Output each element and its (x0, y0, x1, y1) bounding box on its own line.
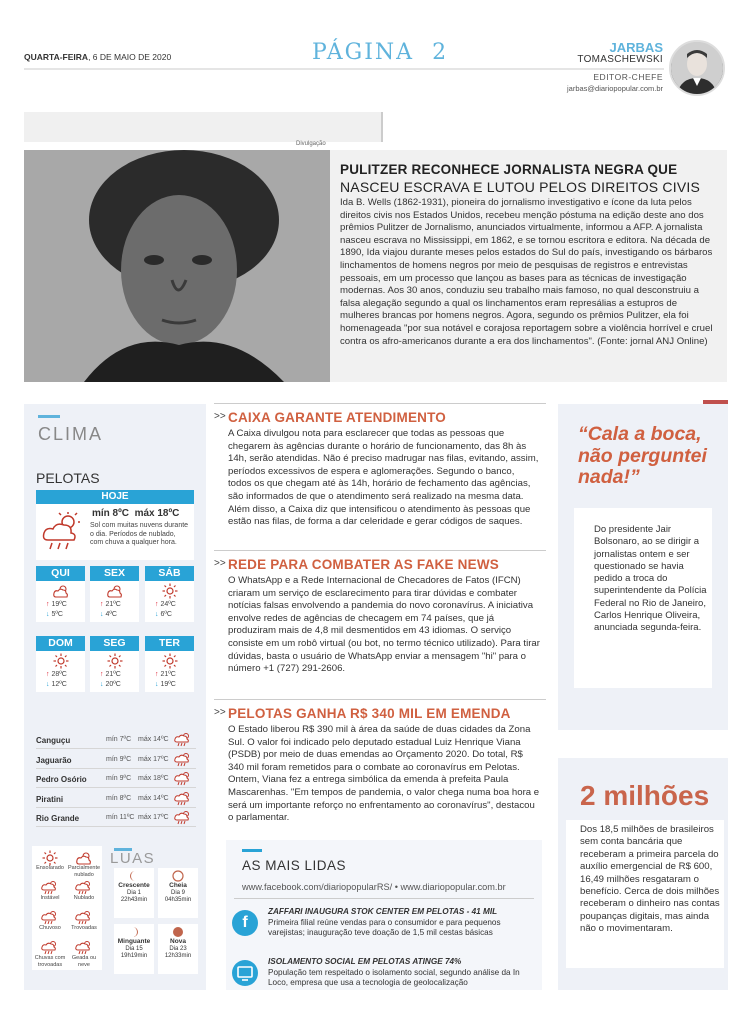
city-row (36, 810, 196, 827)
forecast-max: ↑ 21ºC (100, 601, 121, 608)
forecast-min: ↓ 19ºC (155, 681, 176, 688)
cloud-icon (67, 880, 101, 895)
news-title: CAIXA GARANTE ATENDIMENTO (228, 410, 447, 425)
sun-icon (36, 651, 85, 667)
city-name: Jaguarão (36, 755, 72, 765)
forecast-day (36, 636, 85, 692)
feature-photo (24, 150, 330, 382)
most-read-item-body: Primeira filial reúne vendas para o consumidor e para pequenos varejistas; inauguração teve doação de 1,5 mil cestas básicas (268, 918, 501, 937)
city-max: máx 17ºC (138, 814, 169, 821)
today-temps: mín 8ºC máx 18ºC (92, 508, 180, 519)
city-row (36, 752, 196, 769)
forecast-max: ↑ 24ºC (155, 601, 176, 608)
rain-cloud-icon (173, 771, 193, 786)
forecast-min: ↓ 5ºC (46, 611, 63, 618)
cloud-sun-icon (36, 581, 85, 597)
forecast-day-label: DOM (36, 636, 85, 651)
forecast-day-label: SEG (90, 636, 139, 651)
most-read-item-title[interactable]: ISOLAMENTO SOCIAL EM PELOTAS ATINGE 74% (268, 957, 462, 966)
legend-item (67, 850, 101, 878)
quote-top-edge (558, 400, 703, 404)
highlight-number: 2 milhões (580, 780, 710, 811)
news-title: PELOTAS GANHA R$ 340 MIL EM EMENDA (228, 706, 511, 721)
feature-body: Ida B. Wells (1862-1931), pioneira do jornalismo investigativo e ícone da luta pelos direitos civis nos Estados Unidos, recebeu menção póstuma na edição deste ano dos prêmios Pulitzer de Jornalismo, anunciados virtualmente, informou a AFP. A jornalista nasceu escrava no Mississippi, em 1862, e se tornou escritora e editora. Na década de 1890, Ida viajou durante meses pelos estados do Sul do país, investigando os bárbaros linchamentos de homens negros por meio de pesquisas de registros e entrevistas pessoais, em um processo que lançou as bases para as técnicas de investigação modernas. Aos 30 anos, conduziu seu trabalho mais famoso, no qual desconstruiu a falsa alegação segundo a qual os linchamentos eram represálias a estupros de mulheres brancas por homens negros. Agora, segundo os prêmios Pulitzer, ela foi homenageada "por sua notável e corajosa reportagem sobre a violência horrível e cruel contra os afro-americanos durante a era dos linchamentos". (Fonte: jornal ANJ Online) (340, 197, 713, 347)
divider (234, 898, 534, 899)
most-read-item-body: População tem respeitado o isolamento social, segundo análise da In Loco, empresa que usa a tecnologia de geolocalização (268, 968, 520, 987)
unstable-icon (33, 880, 67, 895)
number-body: Dos 18,5 milhões de brasileiros sem conta bancária que receberam a primeira parcela do auxílio emergencial de R$ 600, 16,49 milhões resgataram o benefício. Cerca de dois milhões receberam o dinheiro nas contas poupanças digitais, mas ainda não o movimentaram. (580, 824, 720, 935)
city-name: Canguçu (36, 736, 71, 745)
moon-name: Crescente (118, 882, 150, 889)
moon-name: Cheia (169, 882, 187, 889)
sun-icon (145, 651, 194, 667)
city-max: máx 14ºC (138, 736, 169, 743)
quote-accent (703, 400, 728, 404)
snow-icon (67, 940, 101, 955)
header-divider (24, 68, 664, 70)
city-max: máx 14ºC (138, 794, 169, 802)
legend-label: Geada ou neve (71, 955, 97, 968)
header-banner (24, 112, 381, 142)
forecast-max: ↑ 21ºC (100, 671, 121, 678)
thunder-icon (67, 910, 101, 925)
forecast-min: ↓ 20ºC (100, 681, 121, 688)
forecast-day (90, 566, 139, 622)
city-max: máx 17ºC (138, 755, 169, 763)
city-min: mín 8ºC (106, 794, 132, 802)
divider (214, 550, 546, 551)
legend-item (33, 940, 67, 968)
today-label: HOJE (36, 490, 194, 504)
city-name: Rio Grande (36, 814, 80, 823)
storm-icon (33, 940, 67, 955)
section-accent (38, 415, 60, 418)
moon-time: 22h43min (120, 897, 148, 903)
rain-cloud-icon (173, 732, 193, 747)
rain-cloud-icon (173, 791, 193, 806)
moon-phase (114, 924, 154, 974)
city-min: mín 9ºC (106, 755, 132, 763)
cloud-sun-icon (67, 850, 101, 865)
city-name: Piratini (36, 794, 64, 804)
forecast-max: ↑ 21ºC (155, 671, 176, 678)
forecast-day (145, 636, 194, 692)
cloud-sun-icon (90, 581, 139, 597)
computer-icon[interactable] (232, 960, 258, 986)
moon-day: Dia 9 (170, 890, 185, 896)
forecast-day (90, 636, 139, 692)
most-read-title: AS MAIS LIDAS (242, 858, 347, 873)
news-body: O WhatsApp e a Rede Internacional de Checadores de Fatos (IFCN) criaram um serviço de esclarecimento para tirar dúvidas e combater notícias falsas envolvendo a pandemia do novo coronavírus. A iniciativa envolve redes de agências de checagem em 74 países, que já produziram mais de 4,8 mil desmentidos em 43 idiomas. O serviço consiste em um robô virtual (ou bot, no termo técnico utilizado). Para tirar dúvidas, basta o usuário de WhatsApp enviar a mensagem "hi" para o número +1 (727) 291-2606. (228, 575, 540, 675)
today-description: Sol com muitas nuvens durante o dia. Períodos de nublado, com chuva a qualquer hora. (90, 522, 189, 546)
quote-body: Do presidente Jair Bolsonaro, ao se dirigir a jornalistas ontem e ser questionado se havia pedido a troca do superintendente da Polícia Federal no Rio de Janeiro, Carlos Henrique Oliveira, anunciada segunda-feira. (594, 524, 707, 634)
rain-cloud-icon (173, 752, 193, 767)
editor-email[interactable]: jarbas@diariopopular.com.br (567, 84, 663, 93)
moon-time: 19h19min (120, 953, 148, 959)
page-title: PÁGINA 2 (312, 40, 449, 65)
city-min: mín 9ºC (106, 775, 132, 782)
weather-city: PELOTAS (36, 470, 100, 486)
forecast-day (36, 566, 85, 622)
forecast-day-label: TER (145, 636, 194, 651)
divider (214, 403, 546, 404)
legend-item (67, 940, 101, 968)
legend-label: Ensolarado (36, 865, 64, 871)
edition-date: QUARTA-FEIRA, 6 DE MAIO DE 2020 (24, 52, 172, 62)
forecast-min: ↓ 12ºC (46, 681, 67, 688)
forecast-min: ↓ 4ºC (100, 611, 117, 618)
legend-label: Nublado (73, 895, 95, 901)
legend-item (67, 910, 101, 932)
weather-section-title: CLIMA (38, 424, 104, 444)
header-banner-edge (381, 112, 383, 142)
news-title: REDE PARA COMBATER AS FAKE NEWS (228, 557, 499, 572)
rain-sun-cloud-icon (40, 512, 84, 552)
forecast-min: ↓ 6ºC (155, 611, 172, 618)
quote-text: “Cala a boca, não perguntei nada!” (578, 423, 707, 488)
news-body: O Estado liberou R$ 390 mil à área da saúde de duas cidades da Zona Sul. O valor foi indicado pelo deputado estadual Luiz Henrique Viana (PSDB) por meio de duas emendas ao Orçamento 2020. Do total, R$ 340 mil foram remetidos para o combate ao coronavírus em Pelotas. Ontem, Viana fez a entrega simbólica da emenda à prefeita Paula Mascarenhas. "Em tempos de pandemia, o valor chega numa boa hora e será um importante reforço no enfrentamento ao coronavírus", destacou o parlamentar. (228, 724, 540, 824)
editor-avatar (669, 40, 725, 96)
moons-title: LUAS (110, 850, 156, 867)
editor-last-name: TOMASCHEWSKI (577, 54, 663, 65)
city-min: mín 7ºC (106, 736, 132, 743)
facebook-icon[interactable]: f (232, 910, 258, 936)
moon-name: Minguante (117, 938, 151, 945)
sun-icon (33, 850, 67, 865)
city-row (36, 732, 196, 749)
sun-icon (145, 581, 194, 597)
legend-label: Parcialmente nublado (67, 865, 101, 878)
city-min: mín 11ºC (106, 814, 135, 821)
full-moon-icon (158, 868, 198, 882)
new-moon-icon (158, 924, 198, 938)
forecast-day (145, 566, 194, 622)
today-forecast (36, 504, 194, 560)
moon-phase (158, 868, 198, 918)
moon-day: Dia 1 (126, 890, 141, 896)
editor-role: EDITOR-CHEFE (593, 72, 663, 82)
most-read-item-title[interactable]: ZAFFARI INAUGURA STOK CENTER EM PELOTAS - 41 MIL (268, 907, 498, 916)
feature-subheadline: NASCEU ESCRAVA E LUTOU PELOS DIREITOS CIVIS (340, 179, 700, 195)
moon-day: Dia 15 (125, 946, 143, 952)
waning-moon-icon (114, 924, 154, 938)
legend-item (33, 880, 67, 902)
legend-label: Trovoadas (71, 925, 97, 931)
photo-credit: Divulgação (296, 141, 326, 147)
crescent-moon-icon (114, 868, 154, 882)
legend-label: Instável (40, 895, 60, 901)
legend-item (33, 850, 67, 872)
city-row (36, 771, 196, 788)
divider (214, 699, 546, 700)
legend-item (67, 880, 101, 902)
city-name: Pedro Osório (36, 775, 87, 784)
moon-name: Nova (170, 938, 186, 945)
moon-time: 04h35min (164, 897, 192, 903)
moon-phase (114, 868, 154, 918)
moon-time: 12h33min (164, 953, 192, 959)
city-row (36, 791, 196, 808)
feature-article (330, 150, 727, 382)
forecast-day-label: SÁB (145, 566, 194, 581)
moon-phase (158, 924, 198, 974)
forecast-day-label: QUI (36, 566, 85, 581)
news-body: A Caixa divulgou nota para esclarecer que todas as pessoas que chegarem às agências durante o horário de funcionamento, das 8h às 14h, serão atendidas. Não é preciso madrugar nas filas, evitando, assim, períodos excessivos de espera e aglomerações. Segundo o banco, todos os que chegam até às 14h, horário de fechamento das agências, são informados de que o atendimento será realizado na mesma data. Além disso, a Caixa diz que intensificou o atendimento às pessoas que estão nas filas, de forma a dar celeridade e gerar códigos de saques. (228, 428, 539, 528)
forecast-day-label: SEX (90, 566, 139, 581)
sun-icon (90, 651, 139, 667)
rain-icon (33, 910, 67, 925)
city-max: máx 18ºC (138, 775, 169, 782)
forecast-max: ↑ 28ºC (46, 671, 67, 678)
legend-item (33, 910, 67, 932)
moon-day: Dia 23 (169, 946, 187, 952)
section-accent (242, 849, 262, 852)
legend-label: Chuvoso (39, 925, 61, 931)
forecast-max: ↑ 19ºC (46, 601, 67, 608)
feature-headline: PULITZER RECONHECE JORNALISTA NEGRA QUE (340, 162, 678, 177)
legend-label: Chuvas com trovoadas (34, 955, 66, 968)
editor-first-name: JARBAS (609, 40, 663, 55)
rain-cloud-icon (173, 810, 193, 825)
most-read-urls[interactable]: www.facebook.com/diariopopularRS/ • www.diariopopular.com.br (242, 882, 506, 892)
